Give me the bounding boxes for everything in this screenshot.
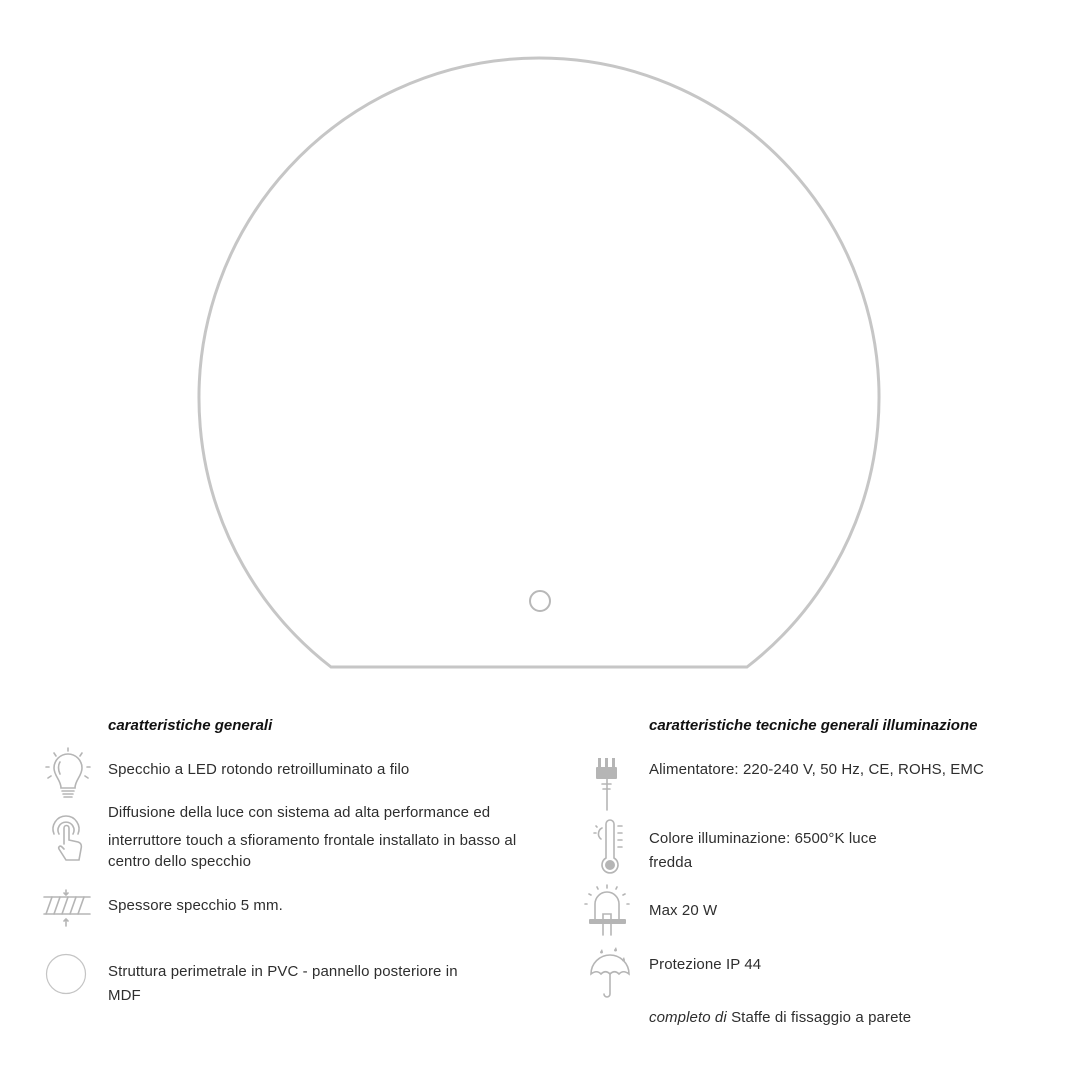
light-bulb-icon bbox=[44, 748, 92, 800]
technical-item-2: Colore illuminazione: 6500°K luce fredda bbox=[649, 830, 877, 871]
umbrella-rain-icon bbox=[588, 948, 632, 1000]
technical-item-4: Protezione IP 44 bbox=[649, 956, 762, 973]
general-heading: caratteristiche generali bbox=[108, 717, 273, 734]
technical-item-1: Alimentatore: 220-240 V, 50 Hz, CE, ROHS, EMC bbox=[649, 761, 984, 778]
technical-item-3: Max 20 W bbox=[649, 902, 718, 919]
accessory-prefix: completo di bbox=[649, 1009, 727, 1026]
touch-finger-icon bbox=[48, 814, 88, 866]
technical-heading: caratteristiche tecniche generali illuminazione bbox=[649, 717, 978, 734]
accessory-text: Staffe di fissaggio a parete bbox=[726, 1009, 912, 1026]
led-icon bbox=[585, 884, 631, 936]
touch-switch bbox=[530, 591, 550, 611]
mirror-outline bbox=[199, 58, 879, 667]
thickness-icon bbox=[42, 888, 92, 928]
power-plug-icon bbox=[596, 758, 624, 812]
general-item-4: Struttura perimetrale in PVC - pannello posteriore in MDF bbox=[108, 963, 458, 1004]
thermometer-icon bbox=[592, 820, 632, 876]
general-item-3: Spessore specchio 5 mm. bbox=[108, 897, 283, 914]
circle-frame-icon bbox=[45, 954, 89, 996]
accessory-line bbox=[649, 1006, 911, 1030]
general-item-1: Specchio a LED rotondo retroilluminato a filo bbox=[108, 761, 410, 778]
general-item-2: Diffusione della luce con sistema ad alta performance ed interruttore touch a sfioramento frontale installato in basso al centro dello specchio bbox=[108, 804, 517, 870]
